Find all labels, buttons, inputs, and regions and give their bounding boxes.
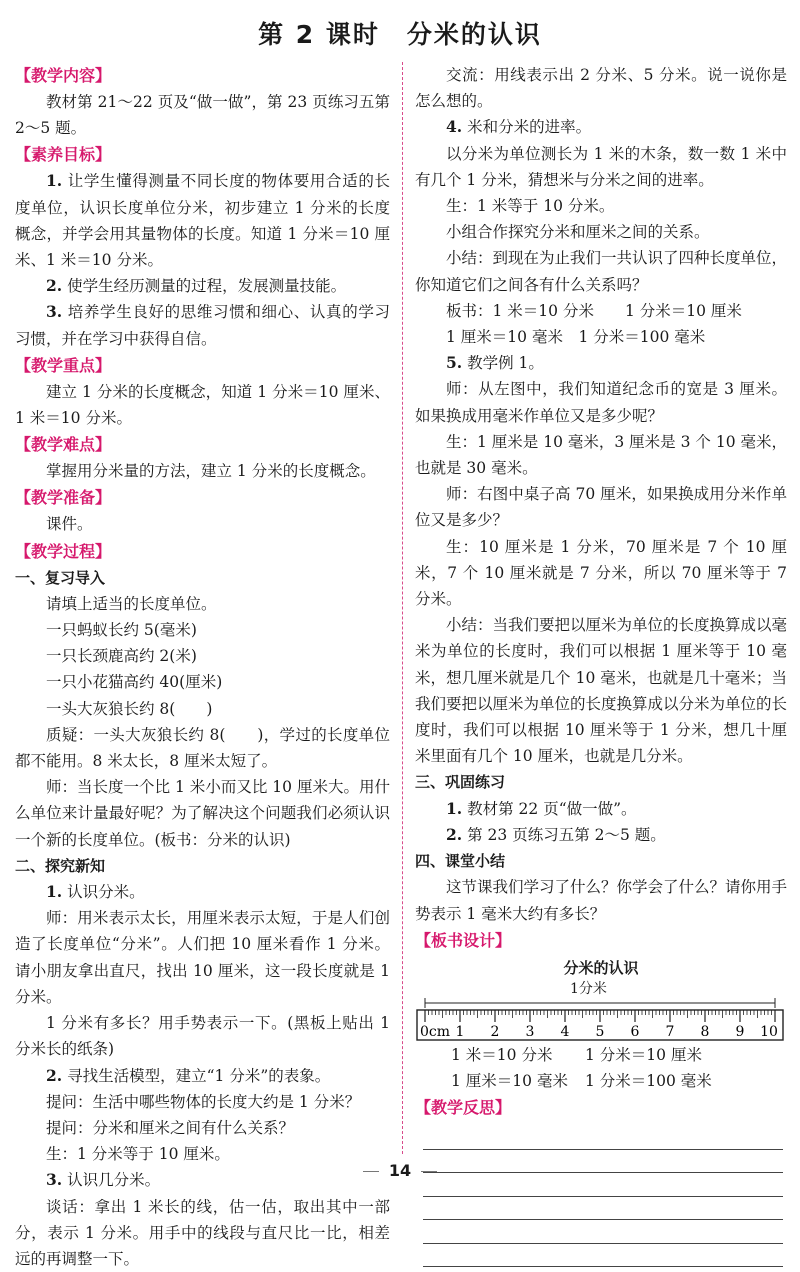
section-heading: 【教学反思】 — [415, 1097, 512, 1117]
page-number — [0, 1161, 800, 1181]
paragraph: 生：1 米等于 10 分米。 — [446, 197, 615, 216]
paragraph: 一只长颈鹿高约 2(米) — [46, 647, 197, 666]
board-title: 分米的认识 — [563, 958, 639, 977]
paragraph: 这节课我们学习了什么？你学会了什么？请你用手势表示 1 毫米大约有多长？ — [415, 878, 788, 923]
paragraph: 谈话：拿出 1 米长的线，估一估，取出其中一部分，表示 1 分米。用手中的线段与直尺比一比，相差远的再调整一下。 — [15, 1197, 390, 1268]
paragraph: 小结：当我们要把以厘米为单位的长度换算成以毫米为单位的长度时，我们可以根据 1 厘米等于 10 毫米，想几厘米就是几个 10 毫米，也就是几十毫米；当我们要把以厘米为单位的长度换算成以分米为单位的长度时，我们可以根据 10 厘米等于 1 分米，想几十厘米里面有几个 10 厘米，也就是几分米。 — [415, 616, 788, 766]
list-item — [415, 350, 787, 376]
ruler-number: 2 — [490, 1023, 500, 1040]
column-divider — [402, 62, 403, 1154]
item-number: 1. — [446, 798, 463, 818]
equation: 1 分米＝100 毫米 — [585, 1071, 712, 1090]
writing-line — [423, 1220, 783, 1243]
ruler-number: 8 — [700, 1023, 710, 1040]
ruler-number: 3 — [525, 1023, 535, 1040]
list-item — [415, 796, 787, 822]
equation: 1 分米＝10 厘米 — [585, 1045, 702, 1064]
ruler — [415, 994, 785, 1042]
paragraph: 提问：生活中哪些物体的长度大约是 1 分米？ — [46, 1092, 361, 1111]
ruler-number: 7 — [665, 1023, 675, 1040]
equation-row — [451, 1068, 787, 1094]
ruler-number: 10 — [760, 1023, 778, 1040]
paragraph: 课件。 — [46, 515, 93, 534]
paragraph: 提问：分米和厘米之间有什么关系？ — [46, 1118, 295, 1137]
equation: 1 厘米＝10 毫米 — [451, 1071, 568, 1090]
paragraph: 师：当长度一个比 1 米小而又比 10 厘米大。用什么单位来计量最好呢？为了解决这个问题我们必须认识一个新的长度单位。(板书：分米的认识) — [15, 778, 390, 849]
item-number: 2. — [46, 1065, 63, 1085]
item-number: 5. — [446, 353, 463, 373]
section-heading: 【教学重点】 — [15, 355, 112, 375]
item-number: 1. — [46, 882, 63, 902]
ruler-number: 5 — [595, 1023, 605, 1040]
list-item — [415, 114, 787, 140]
paragraph: 一头大灰狼长约 8( ) — [46, 699, 213, 718]
writing-line — [423, 1197, 783, 1220]
paragraph: 生：10 厘米是 1 分米，70 厘米是 7 个 10 厘米，7 个 10 厘米就是 7 分米，所以 70 厘米等于 7 分米。 — [415, 537, 787, 609]
paragraph: 生：1 分米等于 10 厘米。 — [46, 1145, 230, 1164]
paragraph: 掌握用分米量的方法，建立 1 分米的长度概念。 — [46, 462, 376, 481]
paragraph: 建立 1 分米的长度概念，知道 1 分米＝10 厘米、1 米＝10 分米。 — [15, 382, 390, 428]
goal-3 — [15, 299, 390, 351]
equation: 1 米＝10 分米 — [451, 1045, 553, 1064]
item-text: 寻找生活模型，建立“1 分米”的表象。 — [62, 1066, 331, 1085]
section-heading: 【教学过程】 — [15, 541, 112, 561]
paragraph: 板书：1 米＝10 分米 1 分米＝10 厘米 — [446, 301, 742, 320]
section-heading: 【素养目标】 — [15, 145, 112, 165]
page-title: 第 2 课时 分米的认识 — [258, 20, 542, 49]
item-text: 认识几分米。 — [62, 1171, 161, 1190]
subsection-heading: 四、课堂小结 — [415, 852, 506, 871]
item-text: 培养学生良好的思维习惯和细心、认真的学习习惯，并在学习中获得自信。 — [15, 303, 390, 348]
item-number: 4. — [446, 117, 463, 137]
item-number: 1. — [46, 171, 63, 191]
ruler-number: 6 — [630, 1023, 640, 1040]
section-heading: 【教学准备】 — [15, 488, 112, 508]
paragraph: 一只蚂蚁长约 5(毫米) — [46, 621, 197, 640]
section-heading: 【教学难点】 — [15, 435, 112, 455]
right-column — [415, 62, 787, 1267]
paragraph: 请填上适当的长度单位。 — [46, 594, 217, 613]
list-item — [15, 1063, 390, 1089]
item-text: 米和分米的进率。 — [462, 118, 592, 137]
ruler-number: 9 — [735, 1023, 745, 1040]
list-item — [15, 879, 390, 905]
paragraph: 以分米为单位测长为 1 米的木条，数一数 1 米中有几个 1 分米，猜想米与分米之间的进率。 — [415, 144, 787, 189]
subsection-heading: 二、探究新知 — [15, 856, 106, 875]
ruler-diagram — [415, 980, 787, 1042]
list-item — [415, 822, 787, 848]
goal-2 — [15, 273, 390, 299]
goal-1 — [15, 168, 390, 273]
paragraph: 一只小花猫高约 40(厘米) — [46, 673, 223, 692]
ruler-unit-label: 0cm — [420, 1023, 451, 1040]
page-number-text: 14 — [388, 1161, 412, 1180]
writing-line — [423, 1127, 783, 1150]
paragraph: 质疑：一头大灰狼长约 8( )，学过的长度单位都不能用。8 米太长，8 厘米太短了。 — [15, 725, 390, 771]
item-number: 2. — [446, 824, 463, 844]
paragraph: 师：右图中桌子高 70 厘米，如果换成用分米作单位又是多少？ — [415, 485, 787, 530]
paragraph: 1 厘米＝10 毫米 1 分米＝100 毫米 — [446, 328, 706, 347]
left-column — [15, 62, 390, 1272]
paragraph: 1 分米有多长？用手势表示一下。(黑板上贴出 1 分米长的纸条) — [15, 1014, 390, 1059]
item-text: 使学生经历测量的过程，发展测量技能。 — [62, 277, 347, 296]
reflection-writing-lines — [415, 1127, 787, 1267]
paragraph: 师：用米表示太长，用厘米表示太短，于是人们创造了长度单位“分米”。人们把 10 厘米看作 1 分米。请小朋友拿出直尺，找出 10 厘米，这一段长度就是 1 分米。 — [15, 909, 390, 1006]
subsection-heading: 一、复习导入 — [15, 568, 106, 587]
section-heading: 【教学内容】 — [15, 66, 112, 85]
item-number: 3. — [46, 1170, 63, 1190]
ruler-number: 4 — [560, 1023, 570, 1040]
item-text: 让学生懂得测量不同长度的物体要用合适的长度单位，认识长度单位分米，初步建立 1 分米的长度概念，并学会用其量物体的长度。知道 1 分米＝10 厘米、1 米＝10 分米。 — [15, 172, 390, 270]
paragraph: 小结：到现在为止我们一共认识了四种长度单位，你知道它们之间各有什么关系吗？ — [415, 249, 788, 294]
paragraph: 交流：用线表示出 2 分米、5 分米。说一说你是怎么想的。 — [415, 66, 787, 111]
subsection-heading: 三、巩固练习 — [415, 773, 506, 792]
item-text: 教材第 22 页“做一做”。 — [462, 799, 637, 818]
writing-line — [423, 1244, 783, 1267]
paragraph: 师：从左图中，我们知道纪念币的宽是 3 厘米。如果换成用毫米作单位又是多少呢？ — [415, 380, 787, 425]
item-text: 认识分米。 — [62, 883, 145, 902]
section-heading: 【板书设计】 — [415, 930, 512, 950]
ruler-label: 1分米 — [570, 980, 607, 997]
equation-row — [451, 1042, 787, 1068]
paragraph: 小组合作探究分米和厘米之间的关系。 — [446, 223, 710, 242]
item-text: 教学例 1。 — [462, 354, 544, 373]
paragraph: 生：1 厘米是 10 毫米，3 厘米是 3 个 10 毫米，也就是 30 毫米。 — [415, 432, 787, 478]
item-number: 3. — [46, 302, 63, 322]
item-text: 第 23 页练习五第 2～5 题。 — [462, 825, 666, 844]
item-number: 2. — [46, 276, 63, 296]
paragraph: 教材第 21～22 页及“做一做”，第 23 页练习五第 2～5 题。 — [15, 93, 390, 138]
ruler-number: 1 — [455, 1023, 465, 1040]
